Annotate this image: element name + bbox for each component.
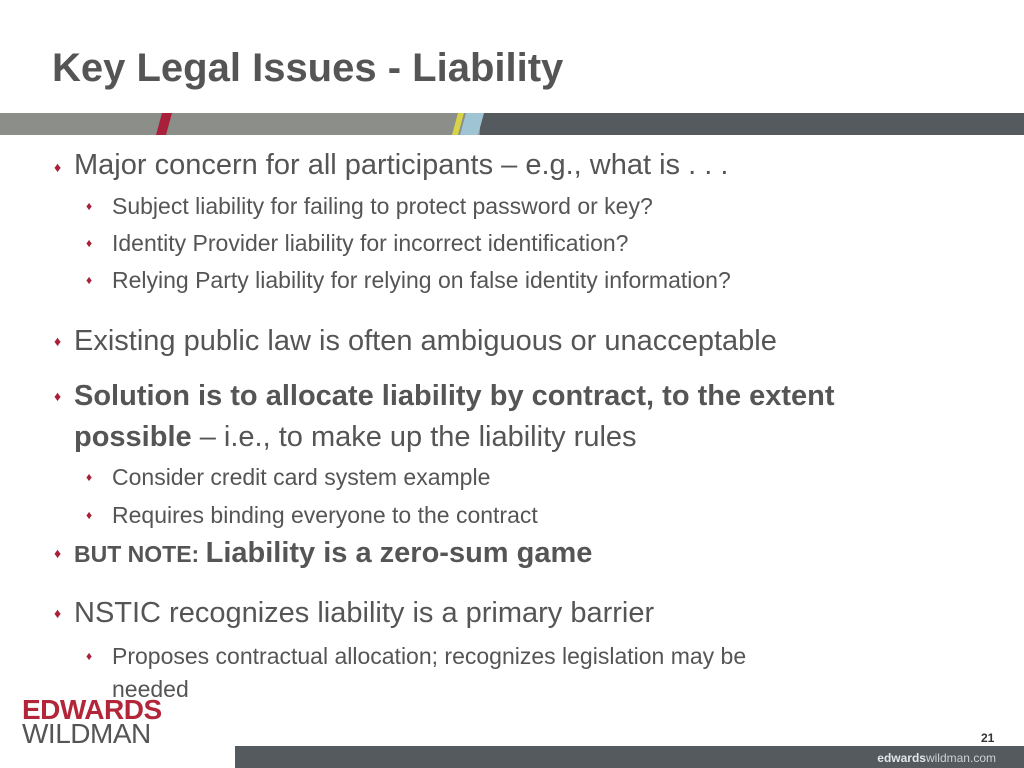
bullet-text: Existing public law is often ambiguous or unacceptable [74, 325, 777, 357]
diamond-icon: ♦ [54, 159, 62, 175]
sub-bullet-text: Relying Party liability for relying on false identity information? [112, 267, 731, 293]
bullet-continuation [54, 420, 637, 454]
bullet-item [54, 324, 777, 358]
diamond-icon: ♦ [86, 649, 93, 663]
sub-bullet-item [86, 461, 490, 494]
sub-bullet-item [86, 264, 731, 297]
sub-bullet-text: Requires binding everyone to the contract [112, 502, 538, 528]
bullet-text-bold: Solution is to allocate liability by contract, to the extent [74, 380, 835, 412]
bullet-text: Major concern for all participants – e.g., what is . . . [74, 149, 729, 181]
diamond-icon: ♦ [54, 388, 62, 404]
logo-line-2: WILDMAN [22, 718, 151, 749]
footer-url-rest: wildman.com [925, 751, 996, 765]
diamond-icon: ♦ [86, 273, 93, 287]
logo-line-1: EDWARDS [22, 694, 162, 725]
sub-bullet-item [86, 190, 653, 223]
bullet-item [54, 536, 592, 571]
diamond-icon: ♦ [86, 470, 93, 484]
sub-bullet-text: Identity Provider liability for incorrect identification? [112, 230, 629, 256]
bullet-text: – i.e., to make up the liability rules [191, 421, 637, 453]
bullet-text: NSTIC recognizes liability is a primary barrier [74, 597, 655, 629]
bullet-label: BUT NOTE: [74, 541, 206, 567]
diamond-icon: ♦ [54, 605, 62, 621]
bullet-item [54, 148, 728, 182]
sub-bullet-item [86, 227, 628, 260]
sub-bullet-text: Consider credit card system example [112, 464, 491, 490]
diamond-icon: ♦ [86, 508, 93, 522]
bullet-item [54, 379, 835, 413]
sub-bullet-item [86, 640, 746, 673]
footer-url [877, 751, 996, 765]
sub-bullet-text: Subject liability for failing to protect password or key? [112, 193, 653, 219]
bullet-item [54, 596, 654, 630]
diamond-icon: ♦ [86, 236, 93, 250]
footer-url-bold: edwards [877, 751, 926, 765]
diamond-icon: ♦ [54, 333, 62, 349]
sub-bullet-item [86, 499, 538, 532]
slide-title: Key Legal Issues - Liability [52, 46, 564, 90]
diamond-icon: ♦ [86, 199, 93, 213]
sub-bullet-text: needed [112, 676, 189, 702]
diamond-icon: ♦ [54, 545, 62, 561]
sub-bullet-text: Proposes contractual allocation; recognizes legislation may be [112, 643, 747, 669]
bullet-text-bold: possible [74, 421, 192, 453]
bullet-text-bold: Liability is a zero-sum game [205, 537, 593, 569]
page-number: 21 [981, 731, 995, 745]
